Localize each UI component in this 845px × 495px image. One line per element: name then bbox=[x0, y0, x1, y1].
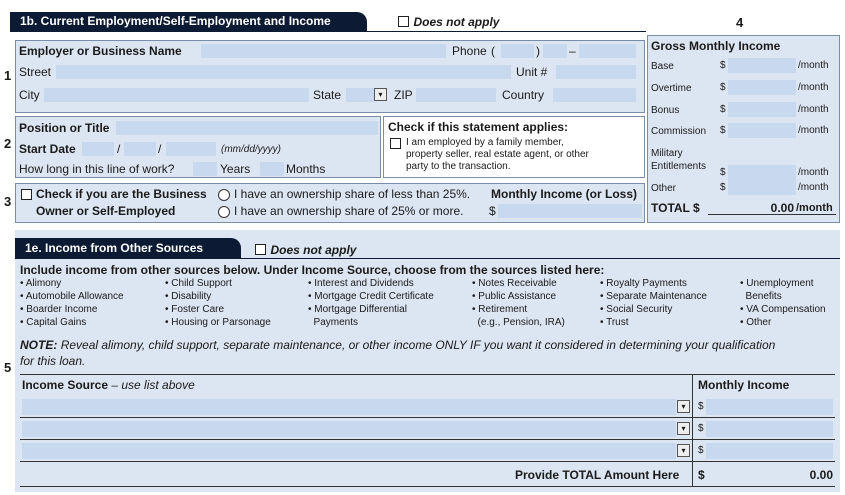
income-source-option: • Automobile Allowance bbox=[20, 291, 124, 302]
city-input[interactable] bbox=[44, 88, 309, 102]
position-input[interactable] bbox=[116, 121, 378, 135]
does-not-apply-1e-checkbox[interactable] bbox=[255, 244, 266, 255]
gross-row-per-month: /month bbox=[798, 167, 829, 178]
income-row-dollar: $ bbox=[698, 401, 704, 412]
ownership-less-label: I have an ownership share of less than 25%. bbox=[234, 187, 471, 201]
income-source-option: • Separate Maintenance bbox=[600, 291, 707, 302]
income-source-option: Benefits bbox=[740, 291, 782, 302]
unit-input[interactable] bbox=[556, 65, 636, 79]
months-input[interactable] bbox=[260, 162, 284, 176]
income-source-option: • Child Support bbox=[165, 278, 232, 289]
gross-row-input[interactable] bbox=[728, 80, 796, 95]
income-source-option: • Housing or Parsonage bbox=[165, 317, 271, 328]
phone-paren-close: ) bbox=[536, 44, 540, 58]
city-label: City bbox=[19, 88, 40, 102]
street-label: Street bbox=[19, 65, 52, 79]
gross-row-dollar: $ bbox=[720, 182, 726, 193]
total-dollar: $ bbox=[698, 468, 705, 482]
date-slash-1: / bbox=[117, 142, 121, 156]
start-day-input[interactable] bbox=[124, 142, 156, 156]
phone-prefix-input[interactable] bbox=[543, 44, 567, 58]
table-row-rule bbox=[20, 417, 835, 418]
statement-box bbox=[383, 116, 645, 178]
phone-line-input[interactable] bbox=[579, 44, 636, 58]
state-label: State bbox=[313, 88, 342, 102]
section-1e-title: 1e. Income from Other Sources bbox=[15, 238, 241, 258]
table-bottom-rule bbox=[20, 486, 835, 487]
employer-name-input[interactable] bbox=[201, 44, 446, 58]
ownership-less-radio[interactable] bbox=[218, 189, 230, 201]
provide-total-label: Provide TOTAL Amount Here bbox=[515, 468, 680, 482]
gross-row-input[interactable] bbox=[728, 58, 796, 73]
zip-label: ZIP bbox=[394, 88, 413, 102]
gross-row-per-month: /month bbox=[798, 182, 829, 193]
income-row-dollar: $ bbox=[698, 445, 704, 456]
business-owner-label-2: Owner or Self-Employed bbox=[36, 204, 176, 218]
income-source-option: • Retirement bbox=[472, 304, 528, 315]
income-source-select[interactable] bbox=[22, 421, 676, 437]
gross-total-suffix: /month bbox=[796, 202, 833, 214]
income-source-option: • Disability bbox=[165, 291, 212, 302]
income-source-header bbox=[22, 378, 195, 393]
state-dropdown-arrow-icon[interactable]: ▾ bbox=[374, 88, 387, 101]
employer-panel bbox=[15, 40, 645, 113]
business-owner-checkbox[interactable] bbox=[21, 189, 32, 200]
zip-input[interactable] bbox=[416, 88, 496, 102]
gross-row-label: Bonus bbox=[651, 105, 680, 116]
income-source-option: • Unemployment bbox=[740, 278, 814, 289]
income-source-dropdown-icon[interactable]: ▾ bbox=[677, 422, 690, 435]
position-panel bbox=[15, 116, 381, 178]
does-not-apply-checkbox[interactable] bbox=[398, 16, 409, 27]
state-select[interactable] bbox=[346, 88, 374, 102]
income-source-hint: – use list above bbox=[108, 378, 195, 392]
row-number-5: 5 bbox=[4, 360, 12, 375]
gross-row-label: Overtime bbox=[651, 83, 692, 94]
gross-row-label: Commission bbox=[651, 126, 707, 137]
date-format-hint: (mm/dd/yyyy) bbox=[221, 144, 281, 155]
statement-line-2: property seller, real estate agent, or other bbox=[406, 149, 589, 160]
income-source-option: (e.g., Pension, IRA) bbox=[472, 317, 565, 328]
gross-row-input[interactable] bbox=[728, 180, 796, 195]
gross-row-per-month: /month bbox=[798, 60, 829, 71]
gross-row-dollar: $ bbox=[720, 82, 726, 93]
date-slash-2: / bbox=[158, 142, 162, 156]
row-number-3: 3 bbox=[4, 194, 12, 209]
gross-row-dollar: $ bbox=[720, 125, 726, 136]
gross-row-dollar: $ bbox=[720, 104, 726, 115]
section-1e-rule bbox=[15, 258, 840, 259]
note-text bbox=[20, 338, 830, 353]
business-owner-panel bbox=[15, 183, 645, 223]
income-sources-instructions: Include income from other sources below. Under Income Source, choose from the sources listed here: bbox=[20, 263, 605, 277]
gross-row-per-month: /month bbox=[798, 104, 829, 115]
unit-label: Unit # bbox=[516, 65, 548, 79]
gross-row-per-month: /month bbox=[798, 125, 829, 136]
column-number-4: 4 bbox=[736, 15, 744, 30]
income-amount-input[interactable] bbox=[706, 421, 833, 437]
income-source-option: • Social Security bbox=[600, 304, 673, 315]
note-body-2: for this loan. bbox=[20, 354, 86, 368]
income-source-option: • Royalty Payments bbox=[600, 278, 687, 289]
note-body: Reveal alimony, child support, separate maintenance, or other income ONLY IF you want it considered in determining your qualification bbox=[60, 338, 776, 352]
street-input[interactable] bbox=[56, 65, 511, 79]
income-source-dropdown-icon[interactable]: ▾ bbox=[677, 400, 690, 413]
does-not-apply-1b[interactable] bbox=[398, 13, 499, 31]
header-rule bbox=[10, 31, 646, 32]
income-loss-dollar: $ bbox=[489, 204, 496, 218]
income-source-option: • Interest and Dividends bbox=[308, 278, 414, 289]
table-col-divider bbox=[692, 375, 693, 487]
income-amount-input[interactable] bbox=[706, 443, 833, 459]
gross-row-input[interactable] bbox=[728, 123, 796, 138]
gross-total-value: 0.00 bbox=[770, 201, 794, 215]
row-number-1: 1 bbox=[4, 68, 12, 83]
start-date-label: Start Date bbox=[19, 142, 76, 156]
phone-area-input[interactable] bbox=[501, 44, 534, 58]
table-top-rule bbox=[20, 374, 835, 375]
income-source-option: • Other bbox=[740, 317, 772, 328]
income-source-select[interactable] bbox=[22, 399, 676, 415]
income-source-option: • Mortgage Credit Certificate bbox=[308, 291, 434, 302]
does-not-apply-label: Does not apply bbox=[413, 15, 500, 29]
income-source-option: • Alimony bbox=[20, 278, 62, 289]
note-prefix: NOTE: bbox=[20, 338, 58, 352]
income-source-option: • Public Assistance bbox=[472, 291, 557, 302]
phone-dash: – bbox=[569, 44, 576, 58]
row-number-2: 2 bbox=[4, 136, 12, 151]
business-owner-label-1: Check if you are the Business bbox=[36, 187, 207, 201]
monthly-income-loss-label: Monthly Income (or Loss) bbox=[491, 187, 638, 201]
country-label: Country bbox=[502, 88, 545, 102]
income-source-option: • Boarder Income bbox=[20, 304, 98, 315]
position-label: Position or Title bbox=[19, 121, 110, 135]
months-label: Months bbox=[286, 162, 326, 176]
gross-monthly-panel bbox=[647, 35, 840, 223]
income-source-select[interactable] bbox=[22, 443, 676, 459]
gross-row-dollar: $ bbox=[720, 60, 726, 71]
income-source-option: • VA Compensation bbox=[740, 304, 826, 315]
income-source-option: • Notes Receivable bbox=[472, 278, 557, 289]
years-input[interactable] bbox=[193, 162, 217, 176]
total-amount-value: 0.00 bbox=[809, 468, 833, 482]
years-label: Years bbox=[220, 162, 251, 176]
ownership-more-radio[interactable] bbox=[218, 206, 230, 218]
gross-row-label: Base bbox=[651, 61, 674, 72]
section-1e-panel bbox=[15, 230, 840, 492]
employer-label: Employer or Business Name bbox=[19, 44, 182, 58]
monthly-income-header: Monthly Income bbox=[698, 378, 790, 392]
phone-label: Phone bbox=[452, 44, 487, 58]
income-source-option: • Foster Care bbox=[165, 304, 225, 315]
statement-title: Check if this statement applies: bbox=[388, 120, 569, 134]
gross-row-input[interactable] bbox=[728, 165, 796, 180]
start-month-input[interactable] bbox=[82, 142, 114, 156]
gross-total-label: TOTAL $ bbox=[651, 201, 700, 215]
gross-row-per-month: /month bbox=[798, 82, 829, 93]
gross-row-label: Military Entitlements bbox=[651, 148, 707, 172]
income-source-dropdown-icon[interactable]: ▾ bbox=[677, 444, 690, 457]
income-source-option: • Capital Gains bbox=[20, 317, 87, 328]
income-source-header-label: Income Source bbox=[22, 378, 109, 392]
does-not-apply-1e[interactable] bbox=[255, 241, 356, 259]
ownership-more-label: I have an ownership share of 25% or more. bbox=[234, 204, 464, 218]
gross-row-input[interactable] bbox=[728, 102, 796, 117]
country-input[interactable] bbox=[553, 88, 636, 102]
family-member-checkbox[interactable] bbox=[390, 138, 401, 149]
phone-paren-open: ( bbox=[491, 44, 495, 58]
monthly-income-loss-input[interactable] bbox=[498, 204, 642, 218]
does-not-apply-1e-label: Does not apply bbox=[270, 243, 357, 257]
income-source-option: • Mortgage Differential bbox=[308, 304, 407, 315]
income-row-dollar: $ bbox=[698, 423, 704, 434]
gross-row-label: Other bbox=[651, 183, 677, 194]
gross-title: Gross Monthly Income bbox=[651, 39, 781, 53]
income-source-option: Payments bbox=[308, 317, 359, 328]
table-row-rule bbox=[20, 439, 835, 440]
income-amount-input[interactable] bbox=[706, 399, 833, 415]
statement-line-1: I am employed by a family member, bbox=[406, 137, 564, 148]
table-row-rule bbox=[20, 461, 835, 462]
section-1b-title: 1b. Current Employment/Self-Employment and Income bbox=[10, 12, 367, 31]
gross-row-dollar: $ bbox=[720, 167, 726, 178]
how-long-label: How long in this line of work? bbox=[19, 162, 175, 176]
income-source-option: • Trust bbox=[600, 317, 629, 328]
statement-line-3: party to the transaction. bbox=[406, 161, 511, 172]
start-year-input[interactable] bbox=[166, 142, 216, 156]
